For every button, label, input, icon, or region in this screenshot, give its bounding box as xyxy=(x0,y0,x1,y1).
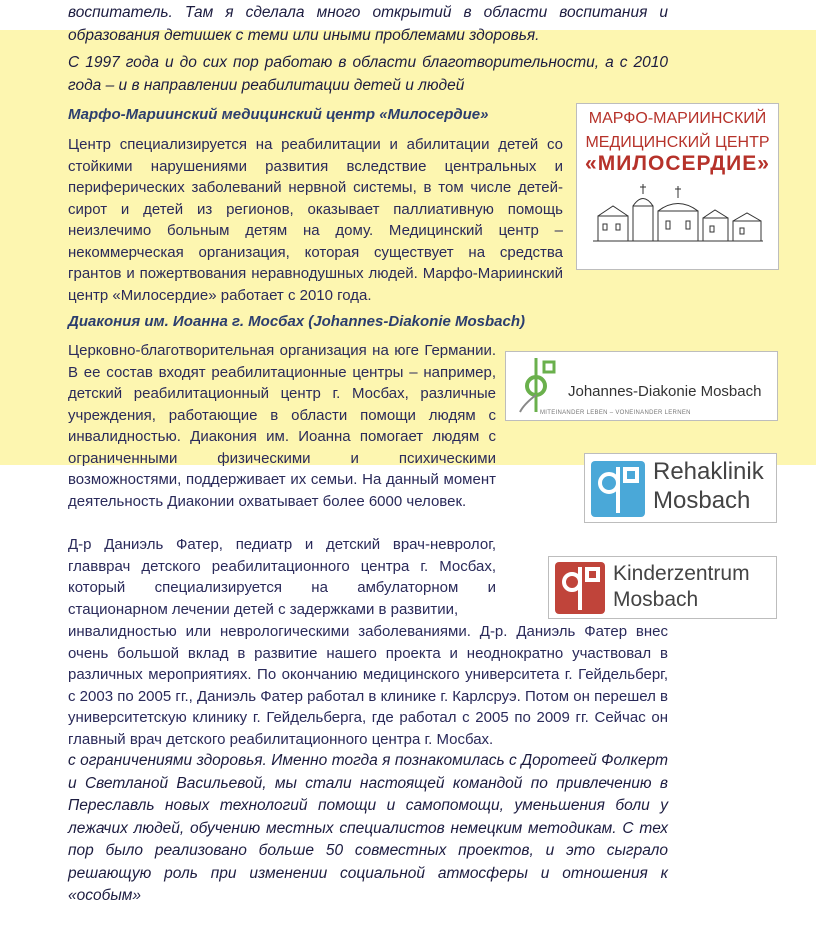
johannes-logo-name: Johannes-Diakonie Mosbach xyxy=(568,383,762,400)
marfo-logo xyxy=(576,103,779,270)
marfo-logo-line1: МАРФО-МАРИИНСКИЙ xyxy=(588,110,767,127)
johannes-diakonie-logo xyxy=(505,351,778,421)
intro-paragraph: воспитатель. Там я сделала много открытий в области воспитания и образования детишек с теми или иными проблемами здоровья. xyxy=(68,4,668,44)
kinderzentrum-logo-text xyxy=(613,561,750,613)
kinderzentrum-line1: Kinderzentrum xyxy=(613,562,750,585)
kinderzentrum-logo xyxy=(548,556,777,619)
fater-paragraph-b: инвалидностью или неврологическими заболеваниями. Д-р. Даниэль Фатер внес очень большой вклад в развитие нашего проекта и неоднократно участвовал в различных мероприятиях. По окончанию медицинского университета г. Гейдельберг, с 2003 по 2005 гг., Даниэль Фатер работал в клинике г. Карлсруэ. Потом он перешел в университетскую клинику г. Гейдельберга, где работал с 2005 по 2009 гг. Сейчас он главный врач детского реабилитационного центра г. Мосбах. xyxy=(68,623,668,748)
diakonie-emblem-icon xyxy=(514,356,562,414)
since-1997-paragraph: С 1997 года и до сих пор работаю в области благотворительности, а с 2010 года – и в направлении реабилитации детей и людей xyxy=(68,54,668,94)
monastery-drawing-icon xyxy=(588,176,768,246)
diakonie-body: Церковно-благотворительная организация на юге Германии. В ее состав входят реабилитационные центры – например, детский реабилитационный центр г. Мосбах, различные учреждения, работающие в области помощи людям с инвалидностью. Диакония им. Иоанна помогает людям с ограниченными физическими и психическими возможностями, поддерживает их семьи. На данный момент деятельность Диаконии охватывает более 6000 человек. xyxy=(68,342,496,510)
rehaklinik-line2: Mosbach xyxy=(653,487,751,514)
marfo-body: Центр специализируется на реабилитации и абилитации детей со стойкими нарушениями развития вследствие центральных и периферических заболеваний нервной системы, в том числе детей-сирот и детей из регионов, оказывает паллиативную помощь неизлечимо больным детям на дому. Медицинский центр – некоммерческая организация, которая существует на средства грантов и пожертвования неравнодушных людей. Марфо-Мариинский центр «Милосердие» работает с 2010 года. xyxy=(68,136,563,304)
marfo-logo-line2: МЕДИЦИНСКИЙ ЦЕНТР xyxy=(585,134,770,151)
rehaklinik-line1: Rehaklinik xyxy=(653,458,764,485)
kinderzentrum-line2: Mosbach xyxy=(613,588,699,611)
rehaklinik-logo xyxy=(584,453,777,523)
closing-paragraph: с ограничениями здоровья. Именно тогда я познакомилась с Доротеей Фолкерт и Светланой Васильевой, мы стали настоящей командой по привлечению в Переславль новых технологий помощи и самопомощи, уменьшения боли у лежачих людей, обучению местных специалистов немецким методикам. С тех пор было реализовано больше 50 совместных проектов, и это сыграло решающую роль при изменении социальной атмосферы и отношения к «особым» xyxy=(68,752,668,904)
rehaklinik-logo-text xyxy=(653,457,764,515)
diakonie-heading: Диакония им. Иоанна г. Мосбах (Johannes-Diakonie Mosbach) xyxy=(68,313,526,330)
marfo-logo-line3: «МИЛОСЕРДИЕ» xyxy=(585,152,770,175)
johannes-logo-tagline: MITEINANDER LEBEN – VONEINANDER LERNEN xyxy=(540,410,691,416)
kinderzentrum-emblem-icon xyxy=(555,562,605,614)
fater-paragraph-a: Д-р Даниэль Фатер, педиатр и детский врач-невролог, главврач детского реабилитационного центра г. Мосбах, который специализируется на амбулаторном и стационарном лечении детей с задержками в развитии, xyxy=(68,536,496,618)
rehaklinik-emblem-icon xyxy=(591,461,645,517)
marfo-heading: Марфо-Мариинский медицинский центр «Милосердие» xyxy=(68,106,489,123)
